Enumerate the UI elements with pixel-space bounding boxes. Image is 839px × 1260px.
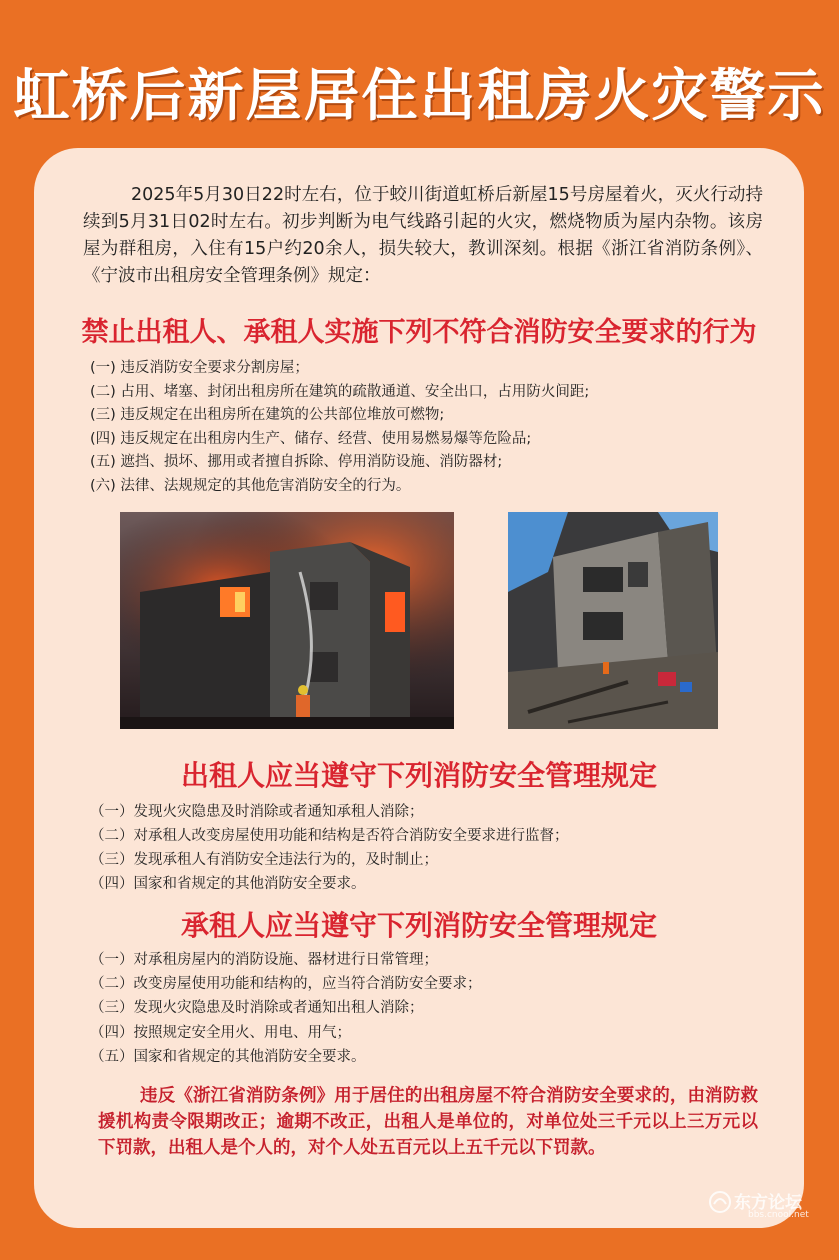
list-item: (二) 占用、堵塞、封闭出租房所在建筑的疏散通道、安全出口，占用防火间距;: [90, 383, 590, 400]
watermark-url: bbs.cnool.net: [748, 1210, 809, 1220]
list-item: （二）对承租人改变房屋使用功能和结构是否符合消防安全要求进行监督；: [90, 828, 569, 844]
list-item: (三) 违反规定在出租房所在建筑的公共部位堆放可燃物;: [90, 407, 445, 423]
landlord-rules-heading: 出租人应当遵守下列消防安全管理规定: [180, 759, 657, 792]
list-item: (四) 违反规定在出租房内生产、储存、经营、使用易燃易爆等危险品;: [90, 430, 532, 447]
watermark: [708, 1188, 828, 1228]
intro-paragraph: 2025年5月30日22时左右，位于蛟川街道虹桥后新屋15号房屋着火，灭火行动持续到5月31日02时左右。初步判断为电气线路引起的火灾，燃烧物质为屋内杂物。该房屋为群租房，入住有15户约20余人，损失较大，教训深刻。根据《浙江省消防条例》、《宁波市出租房安全管理条例》规定：: [83, 185, 763, 286]
list-item: (五) 遮挡、损坏、挪用或者擅自拆除、停用消防设施、消防器材;: [90, 454, 503, 470]
poster-title: 虹桥后新屋居住出租房火灾警示: [13, 64, 826, 129]
list-item: （三）发现承租人有消防安全违法行为的，及时制止；: [90, 852, 438, 868]
tenant-rules-list: [90, 948, 482, 1069]
list-item: （一）发现火灾隐患及时消除或者通知承租人消除；: [90, 804, 424, 820]
prohibited-behaviors-heading: 禁止出租人、承租人实施下列不符合消防安全要求的行为: [81, 317, 757, 348]
list-item: （三）发现火灾隐患及时消除或者通知出租人消除；: [90, 1000, 424, 1017]
list-item: （四）按照规定安全用火、用电、用气；: [90, 1024, 351, 1041]
watermark-text: 东方论坛: [734, 1193, 802, 1213]
list-item: (一) 违反消防安全要求分割房屋；: [90, 360, 309, 376]
fire-scene-image: [120, 512, 454, 729]
aftermath-image: [508, 512, 718, 729]
penalty-note: 违反《浙江省消防条例》用于居住的出租房屋不符合消防安全要求的，由消防救援机构责令限期改正；逾期不改正，出租人是单位的，对单位处三千元以上三万元以下罚款，出租人是个人的，对个人处五百元以上五千元以下罚款。: [98, 1086, 758, 1158]
list-item: (六) 法律、法规规定的其他危害消防安全的行为。: [90, 477, 411, 494]
burned-building-photo: [508, 512, 718, 729]
fire-photo: [120, 512, 454, 729]
list-item: （五）国家和省规定的其他消防安全要求。: [90, 1048, 366, 1065]
tenant-rules-heading: 承租人应当遵守下列消防安全管理规定: [180, 909, 657, 942]
forum-logo-icon: [708, 1190, 732, 1214]
list-item: （二）改变房屋使用功能和结构的，应当符合消防安全要求；: [90, 976, 482, 993]
list-item: （四）国家和省规定的其他消防安全要求。: [90, 876, 366, 892]
prohibited-behaviors-list: [90, 357, 589, 498]
list-item: （一）对承租房屋内的消防设施、器材进行日常管理；: [90, 952, 438, 968]
landlord-rules-list: [90, 800, 569, 896]
